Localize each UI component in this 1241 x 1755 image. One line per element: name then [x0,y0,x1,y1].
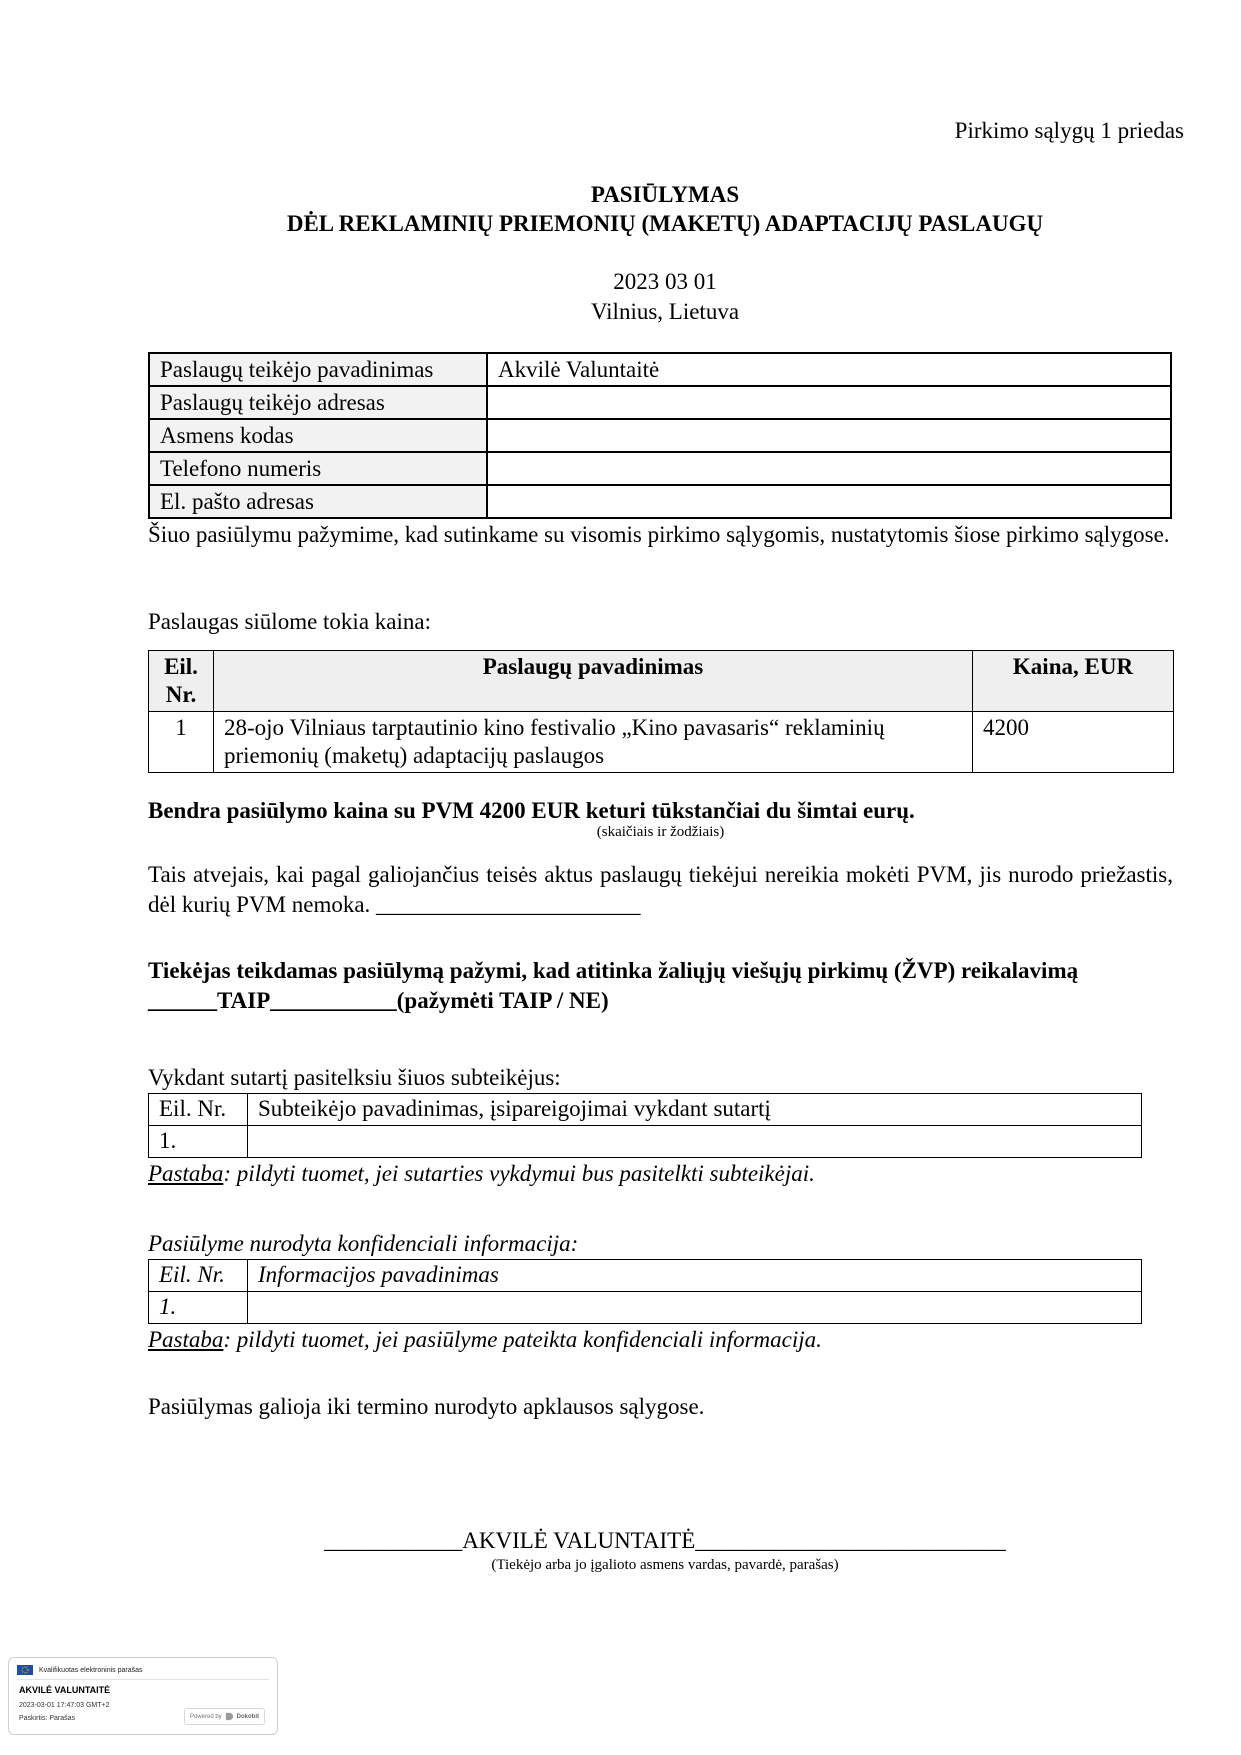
provider-name-label: Paslaugų teikėjo pavadinimas [149,353,487,386]
document-place: Vilnius, Lietuva [590,299,740,324]
provider-name-value: Akvilė Valuntaitė [487,353,1171,386]
provider-code-row [149,419,1171,452]
e-signature-name: AKVILĖ VALUNTAITĖ [19,1685,111,1695]
signature-caption: (Tiekėjo arba jo įgalioto asmens vardas, pavardė, parašas) [491,1557,839,1573]
provider-email-label: El. pašto adresas [149,485,487,518]
sub-row-number: 1. [149,1126,248,1158]
price-col-number: Eil. Nr. [149,651,214,712]
provider-address-row [149,386,1171,419]
title-line-2: DĖL REKLAMINIŲ PRIEMONIŲ (MAKETŲ) ADAPTACIJŲ PASLAUGŲ [286,211,1044,236]
zvp-requirement [148,956,1173,1016]
provider-email-row [149,485,1171,518]
conf-col-name: Informacijos pavadinimas [248,1260,1142,1292]
total-price: Bendra pasiūlymo kaina su PVM 4200 EUR keturi tūkstančiai du šimtai eurų. [148,798,915,823]
price-col-name: Paslaugų pavadinimas [214,651,973,712]
conf-row-number: 1. [149,1292,248,1324]
zvp-line-1: Tiekėjas teikdamas pasiūlymą pažymi, kad atitinka žaliųjų viešųjų pirkimų (ŽVP) reikalavimą [148,958,1079,983]
table-row [149,712,1174,773]
dokobit-logo-icon [225,1712,234,1721]
table-row [149,1126,1142,1158]
table-row [149,1260,1142,1292]
total-price-note: (skaičiais ir žodžiais) [596,824,725,840]
signature-line: ____________AKVILĖ VALUNTAITĖ___________________________ [324,1528,1006,1553]
provider-phone-label: Telefono numeris [149,452,487,485]
sub-col-number: Eil. Nr. [149,1094,248,1126]
price-row-service: 28-ojo Vilniaus tarptautinio kino festivalio „Kino pavasaris“ reklaminių priemonių (maketų) adaptacijų paslaugos [214,712,973,773]
dokobit-powered-label: Powered by [189,1713,222,1720]
price-intro: Paslaugas siūlome tokia kaina: [148,609,431,634]
eu-flag-icon [17,1665,33,1675]
confidential-table [148,1259,1142,1324]
provider-phone-row [149,452,1171,485]
conf-row-empty [248,1292,1142,1324]
e-signature-header [17,1665,143,1675]
sub-row-empty [248,1126,1142,1158]
price-table [148,650,1174,773]
document-title [0,180,1241,238]
dokobit-brand: Dokobit [236,1713,259,1720]
provider-name-row [149,353,1171,386]
price-row-amount: 4200 [973,712,1174,773]
zvp-line-2: ______TAIP___________(pažymėti TAIP / NE) [148,988,609,1013]
conf-col-number: Eil. Nr. [149,1260,248,1292]
price-row-number: 1 [149,712,214,773]
confidential-note-label: Pastaba [148,1327,224,1352]
e-signature-purpose: Paskirtis: Parašas [19,1715,76,1722]
e-signature-divider [17,1679,269,1680]
subcontractors-note-label: Pastaba [148,1161,224,1186]
subcontractors-table [148,1093,1142,1158]
provider-address-label: Paslaugų teikėjo adresas [149,386,487,419]
table-row [149,1094,1142,1126]
date-place-block [0,267,1241,327]
confidential-intro: Pasiūlyme nurodyta konfidenciali informacija: [148,1231,579,1256]
provider-code-redacted [487,419,1171,452]
vat-text: Tais atvejais, kai pagal galiojančius teisės aktus paslaugų tiekėjui nereikia mokėti PVM, jis nurodo priežastis, dėl kurių PVM nemoka. _______________________ [148,862,1173,917]
e-signature-badge [8,1657,278,1735]
confidential-note [148,1325,1173,1355]
subcontractors-note-text: : pildyti tuomet, jei sutarties vykdymui bus pasitelkti subteikėjai. [223,1161,815,1186]
subcontractors-intro: Vykdant sutartį pasitelksiu šiuos subteikėjus: [148,1065,561,1090]
dokobit-badge [184,1708,265,1725]
table-row [149,1292,1142,1324]
sub-col-name: Subteikėjo pavadinimas, įsipareigojimai vykdant sutartį [248,1094,1142,1126]
price-header-row [149,651,1174,712]
e-signature-header-text: Kvalifikuotas elektroninis parašas [39,1666,143,1674]
confidential-note-text: : pildyti tuomet, jei pasiūlyme pateikta konfidenciali informacija. [223,1327,822,1352]
provider-email-redacted [487,485,1171,518]
provider-info-table [148,352,1172,519]
provider-code-label: Asmens kodas [149,419,487,452]
price-col-price: Kaina, EUR [973,651,1174,712]
provider-address-redacted [487,386,1171,419]
annex-label: Pirkimo sąlygų 1 priedas [954,118,1184,143]
provider-phone-redacted [487,452,1171,485]
validity-text: Pasiūlymas galioja iki termino nurodyto apklausos sąlygose. [148,1394,705,1419]
title-line-1: PASIŪLYMAS [590,182,740,207]
document-date: 2023 03 01 [613,269,717,294]
subcontractors-note [148,1159,1173,1189]
agreement-text: Šiuo pasiūlymu pažymime, kad sutinkame su visomis pirkimo sąlygomis, nustatytomis šiose pirkimo sąlygose. [148,522,1170,547]
e-signature-datetime: 2023-03-01 17:47:03 GMT+2 [19,1702,110,1709]
